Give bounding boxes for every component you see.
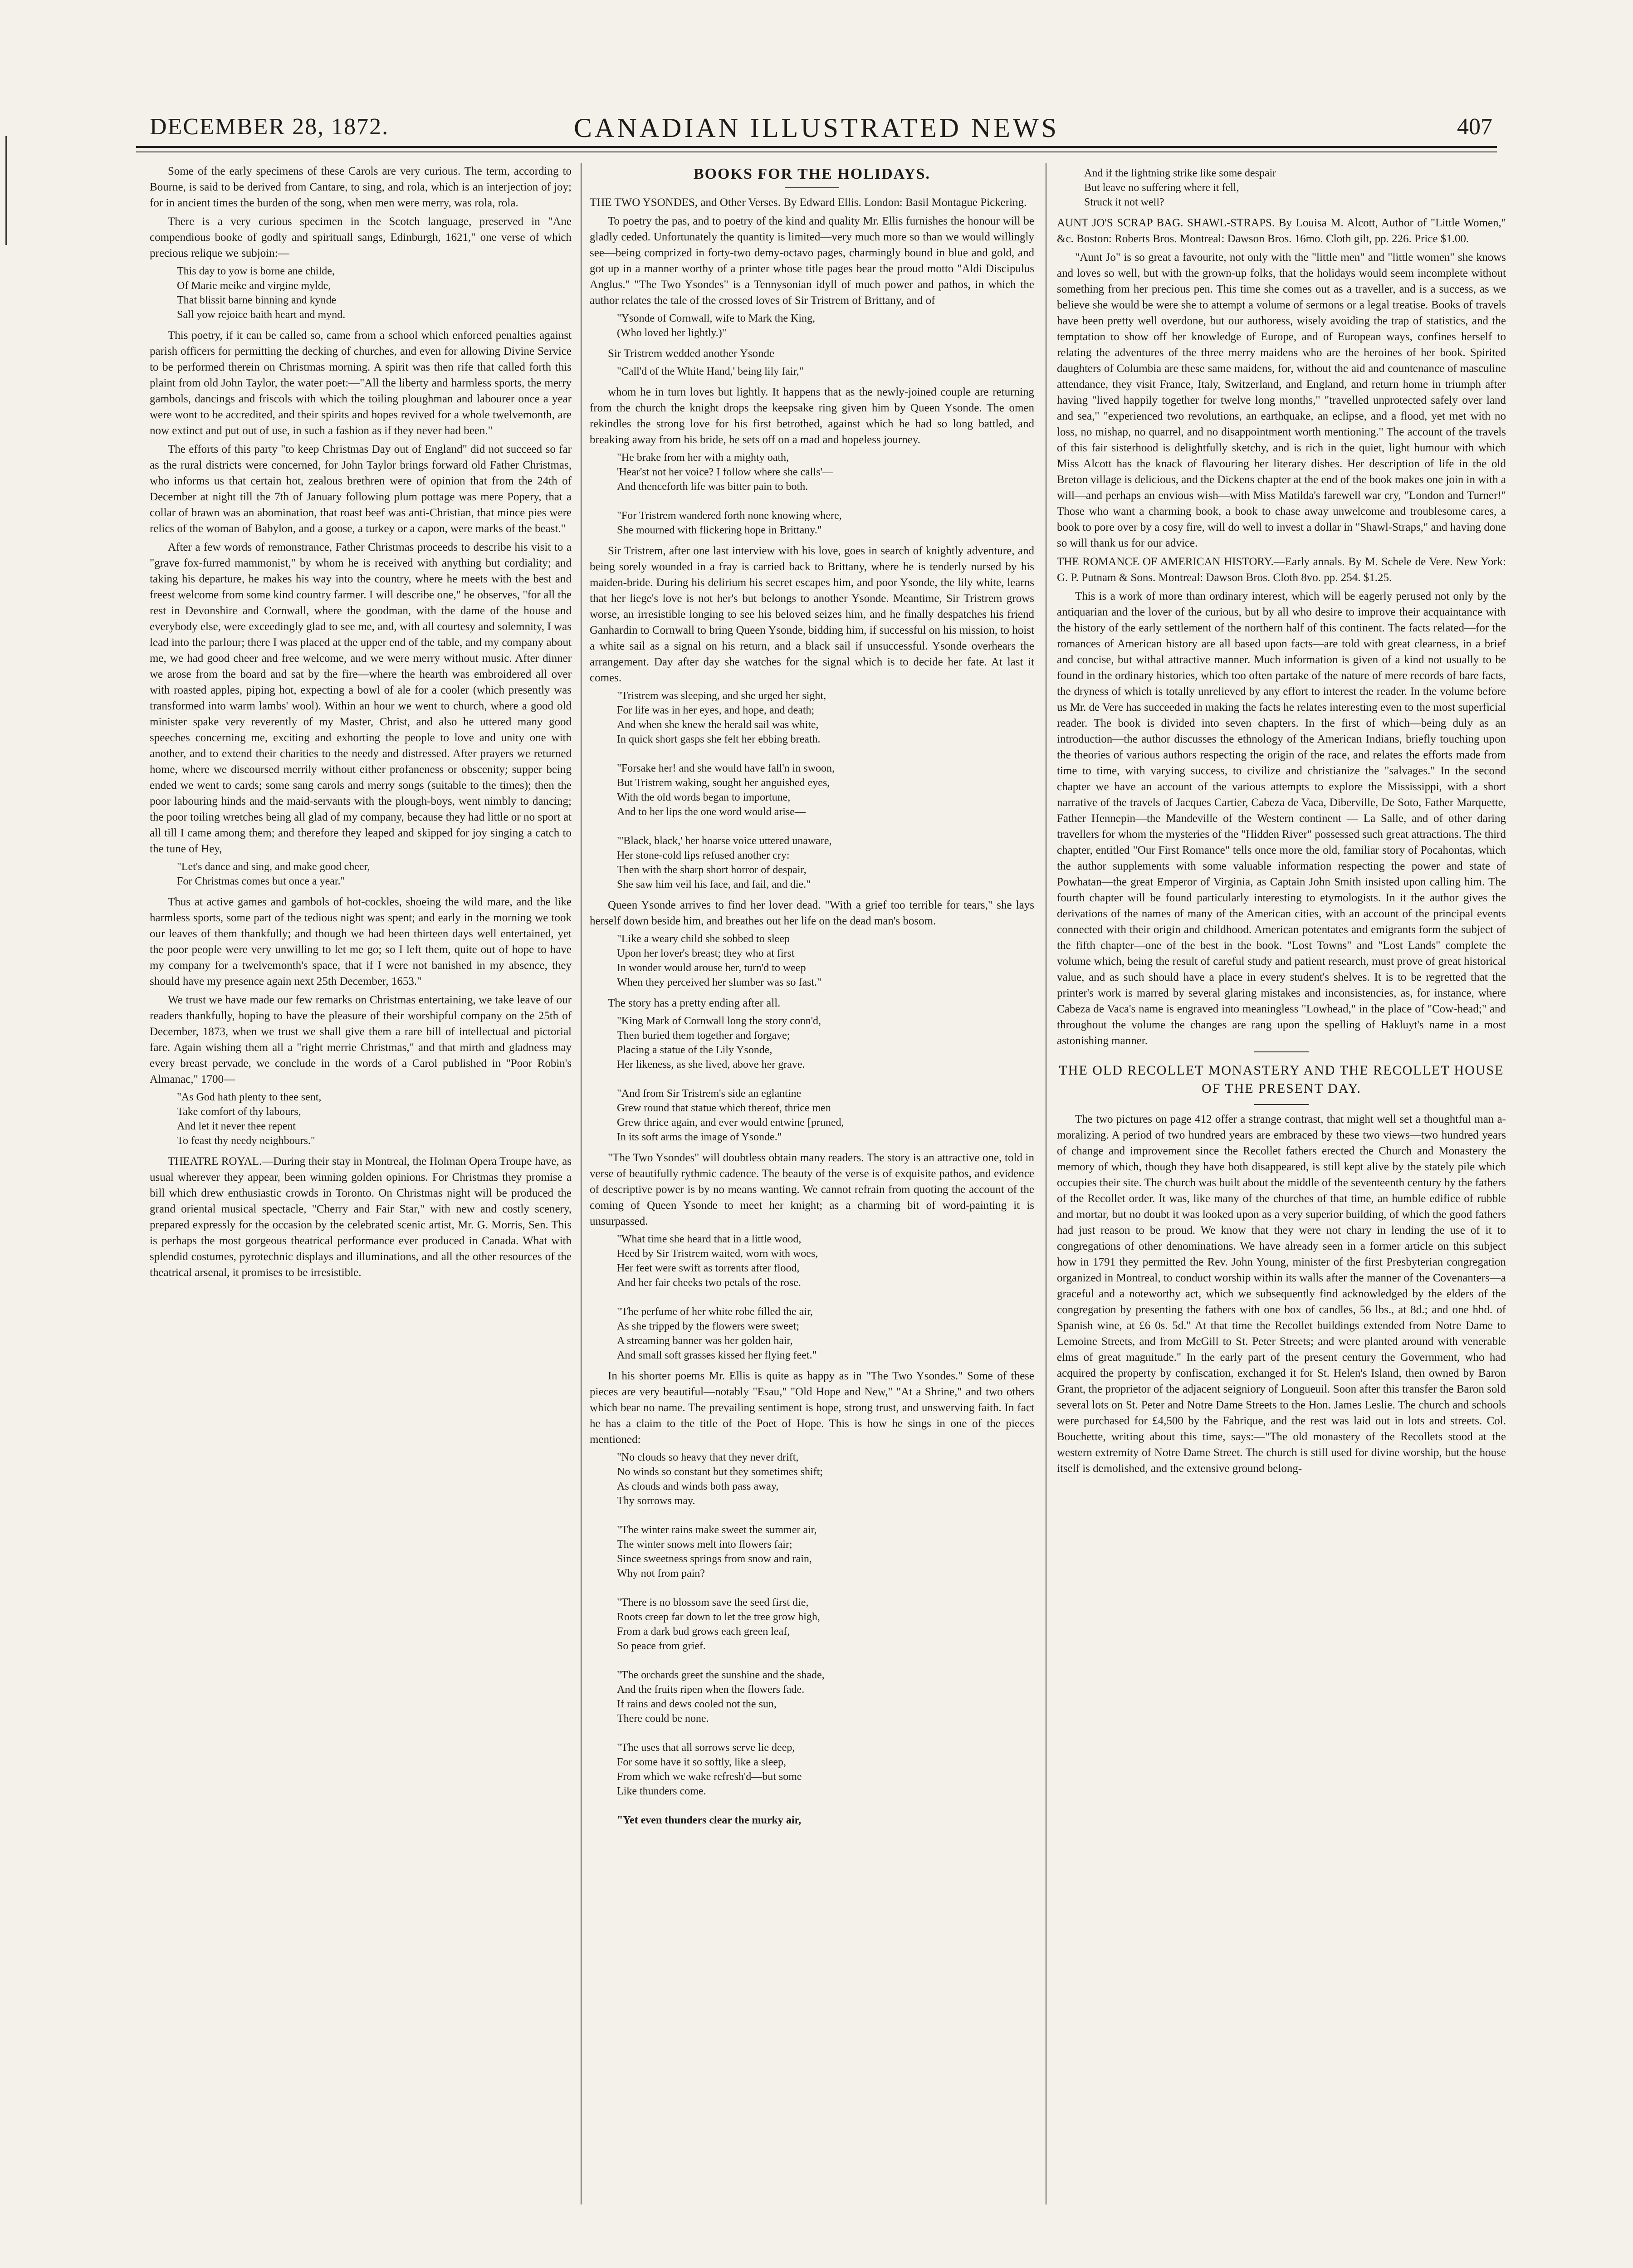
page-number: 407 (1457, 114, 1492, 140)
verse-line: And when she knew the herald sail was white, (617, 719, 819, 731)
verse-line: "'Black, black,' her hoarse voice uttered unaware, (617, 835, 832, 847)
verse-line: Since sweetness springs from snow and rain, (617, 1553, 812, 1565)
masthead: CANADIAN ILLUSTRATED NEWS (574, 113, 1059, 143)
paragraph: There is a very curious specimen in the Scotch language, preserved in "Ane compendious booke of godly and spirituall sangs, Edinburgh, 1621," one verse of which precious relique we subjoin:— (150, 215, 572, 259)
column-2 (590, 163, 1034, 2204)
verse-line: Her stone-cold lips refused another cry: (617, 850, 790, 861)
verse-line: "For Tristrem wandered forth none knowing where, (617, 510, 842, 522)
verse-line: Then buried them together and forgave; (617, 1030, 790, 1041)
paragraph: The two pictures on page 412 offer a strange contrast, that might well set a thoughtful man a-moralizing. A period of two hundred years are embraced by these two views—two hundred years of change and improvement since the Recollet fathers erected the Church and Monastery the memory of which, though they have both disappeared, is still kept alive by the stately pile which occupies their site. The church was built about the middle of the seventeenth century by the fathers of the Recollet order. It was, like many of the churches of that time, an humble edifice of rubble and mortar, but no doubt it was looked upon as a very superior building, of which the good fathers had just reason to be proud. We know that they were not chary in lending the use of it to congregations of other denominations. We have already seen in a former article on this subject how in 1791 they permitted the Rev. John Young, minister of the first Presbyterian congregation organized in Montreal, to conduct worship within its walls after the manner of the Covenanters—a graceful and a noteworthy act, which we subsequently find acknowledged by the elders of the congregation by presenting the fathers with one box of candles, 56 lbs., at 8d.; and one hhd. of Spanish wine, at £6 0s. 5d." At that time the Recollet buildings extended from Notre Dame to Lemoine Streets, and from McGill to St. Peter Streets; and were planted around with venerable elms of great magnitude." In the early part of the present century the Government, who had acquired the property by confiscation, exchanged it for St. Helen's Island, then owned by Baron Grant, the proprietor of the adjacent seigniory of Longueuil. Soon after this transfer the Baron sold several lots on St. Peter and Notre Dame Streets to the Hon. James Leslie. The church and schools were purchased for £4,500 by the Fabrique, and the rest was laid out in lots and streets. Col. Bouchette, writing about this time, says:—"The old monastery of the Recollets stood at the western extremity of Notre Dame Street. The church is still used for divine worship, but the house itself is demolished, and the extensive ground belong- (1057, 1113, 1506, 1475)
verse-line: This day to yow is borne ane childe, (177, 265, 335, 277)
verse-line: And let it never thee repent (177, 1120, 296, 1132)
verse-line: Struck it not well? (1084, 196, 1164, 208)
section-title: THE OLD RECOLLET MONASTERY AND THE RECOLLET HOUSE OF THE PRESENT DAY. (1059, 1063, 1504, 1096)
paragraph: Sir Tristrem wedded another Ysonde (608, 347, 775, 360)
verse-line: "Call'd of the White Hand,' being lily fair," (617, 366, 804, 377)
paragraph: Some of the early specimens of these Carols are very curious. The term, according to Bourne, is said to be derived from Cantare, to sing, and rola, which is an interjection of joy; for in ancient times the burden of the song, when men were merry, was rola, rola. (150, 165, 572, 209)
verse-line (617, 1726, 1034, 1740)
verse-line: "The uses that all sorrows serve lie deep, (617, 1742, 795, 1754)
verse-line: If rains and dews cooled not the sun, (617, 1698, 777, 1710)
verse-block (617, 1232, 1034, 1363)
verse-block (1084, 166, 1506, 210)
verse-line: Then with the sharp short horror of despair, (617, 864, 807, 876)
verse-line: "Like a weary child she sobbed to sleep (617, 933, 790, 945)
issue-date: DECEMBER 28, 1872. (150, 114, 389, 140)
verse-line: But Tristrem waking, sought her anguished eyes, (617, 777, 830, 789)
column-3 (1057, 163, 1506, 2204)
paragraph: "The Two Ysondes" will doubtless obtain many readers. The story is an attractive one, told in verse of beautifully rythmic cadence. The beauty of the verse is of exquisite pathos, and evidence of descriptive power is by no means wanting. We cannot refrain from quoting the account of the coming of Queen Ysonde to meet her knight; as a charming bit of word-painting it is unsurpassed. (590, 1152, 1034, 1227)
paragraph: After a few words of remonstrance, Father Christmas proceeds to describe his visit to a "grave fox-furred mammonist," by whom he is received with anything but cordiality; and taking his departure, he makes his way into the country, where he meets with the best and freest welcome from some kind country farmer. I will describe one," he observes, "for all the rest in Devonshire and Cornwall, where the goodman, with the dame of the house and everybody else, were exceedingly glad to see me, and, with all courtesy and solemnity, I was lead into the parlour; there I was placed at the upper end of the table, and my company about me, we had good cheer and free welcome, and we were merry without music. After dinner we arose from the board and sat by the fire—where the hearth was embroidered all over with roasted apples, piping hot, expecting a bowl of ale for a cooler (which presently was transformed into warm lambs' wool). Within an hour we went to church, where a good old minister spake very reverently of my Master, Christ, and also he uttered many good speeches concerning me, exciting and exhorting the people to love and unity one with another, and to extend their charities to the needy and distressed. After prayers we returned home, where we discoursed merrily without either profaneness or obscenity; supper being ended we went to cards; some sang carols and merry songs (suitable to the times); then the poor labouring hinds and the maid-servants with the plough-boys, went nimbly to dancing; the poor toiling wretches being all glad of my company, because they had little or no sport at all till I came among them; and therefore they leaped and skipped for joy singing a catch to the tune of Hey, (150, 541, 572, 855)
verse-line: In its soft arms the image of Ysonde." (617, 1131, 782, 1143)
verse-line (617, 1581, 1034, 1595)
title-rule (1254, 1104, 1309, 1105)
verse-line: Like thunders come. (617, 1785, 706, 1797)
verse-line: 'Hear'st not her voice? I follow where she calls'— (617, 466, 833, 478)
title-rule (785, 187, 839, 188)
verse-line: A streaming banner was her golden hair, (617, 1335, 793, 1347)
verse-block (617, 1450, 1034, 1828)
header-rule (136, 146, 1497, 148)
verse-line: "Let's dance and sing, and make good cheer, (177, 861, 370, 873)
verse-line: Heed by Sir Tristrem waited, worn with woes, (617, 1248, 818, 1260)
verse-block (177, 860, 572, 889)
verse-line: And small soft grasses kissed her flying feet." (617, 1349, 817, 1361)
verse-block (617, 932, 1034, 990)
verse-block (617, 364, 1034, 379)
verse-line (617, 1508, 1034, 1523)
verse-line: "No clouds so heavy that they never drift, (617, 1452, 799, 1463)
verse-line: Her feet were swift as torrents after flood, (617, 1262, 800, 1274)
verse-line (617, 1653, 1034, 1668)
verse-line: And thenceforth life was bitter pain to both. (617, 481, 808, 493)
column-1 (150, 163, 572, 2204)
verse-line: As she tripped by the flowers were sweet; (617, 1320, 799, 1332)
verse-line: "Tristrem was sleeping, and she urged her sight, (617, 690, 826, 702)
binding-margin-marks (5, 136, 13, 245)
verse-line: Why not from pain? (617, 1568, 705, 1579)
verse-line: "The perfume of her white robe filled the air, (617, 1306, 813, 1318)
verse-line: "The winter rains make sweet the summer air, (617, 1524, 817, 1536)
verse-block (177, 264, 572, 322)
verse-line: To feast thy needy neighbours." (177, 1135, 315, 1147)
verse-line: So peace from grief. (617, 1640, 706, 1652)
paragraph: The story has a pretty ending after all. (608, 997, 781, 1009)
section-rule (1254, 1051, 1309, 1052)
paragraph: This is a work of more than ordinary interest, which will be eagerly perused not only by the antiquarian and the lover of the curious, but by all who desire to improve their acquaintance with the history of the early settlement of the northern half of this continent. The facts related—for the romances of American history are all based upon facts—are told with great clearness, in a brief and concise, but withal attractive manner. Much information is given of a kind not usually to be found in the ordinary histories, which too often partake of the nature of mere records of bare facts, the dryness of which is totally unrelieved by any effort to interest the reader. In the volume before us Mr. de Vere has succeeded in making the facts he relates interesting even to the most superficial reader. The book is divided into seven chapters. In the first of which—being duly as an introduction—the author discusses the ethnology of the American Indians, briefly touching upon the theories of various authors respecting the origin of the race, and relates the efforts made from time to time, with varying success, to civilize and christianize the "salvages." In the second chapter we have an account of the various attempts to explore the Mississippi, with a short narrative of the travels of Jacques Cartier, Cabeza de Vaca, Diberville, De Soto, Father Marquette, Father Hennepin—the Mandeville of the Western continent — La Salle, and of other daring travellers for whom the mysteries of the "Hidden River" possessed such great attractions. The third chapter, entitled "Our First Romance" tells once more the old, familiar story of Pocahontas, which the author supplements with some valuable information respecting the power and state of Powhatan—the great Emperor of Virginia, as Captain John Smith insisted upon calling him. The fourth chapter will be found particularly interesting to etymologists. In it the author gives the derivations of the names of many of the American cities, with an account of the principal events connected with their origin and childhood. American potentates and emigrants form the subject of the fifth chapter—one of the best in the book. "Lost Towns" and "Lost Lands" complete the volume which, being the result of careful study and patient research, must prove of great historical value, and as such should have a place in every student's shelves. It is to be regretted that the printer's work is marred by several glaring mistakes and inconsistencies, as, for instance, where Cabeza de Vaca's name is engraved into meaningless "Lowhead," in the place of "Cow-head;" and throughout the volume the changes are rang upon the spelling of Hakluyt's name in a most astonishing manner. (1057, 590, 1506, 1047)
verse-line: Thy sorrows may. (617, 1495, 695, 1507)
verse-line: "What time she heard that in a little wood, (617, 1233, 802, 1245)
verse-line (617, 819, 1034, 834)
book-review-heading: THE ROMANCE OF AMERICAN HISTORY.—Early annals. By M. Schele de Vere. New York: G. P. Putnam & Sons. Montreal: Dawson Bros. Cloth 8vo. pp. 254. $1.25. (1057, 556, 1506, 584)
verse-line: Her likeness, as she lived, above her grave. (617, 1059, 805, 1070)
verse-block (617, 1014, 1034, 1144)
verse-line: She mourned with flickering hope in Brittany." (617, 524, 822, 536)
verse-line: Placing a statue of the Lily Ysonde, (617, 1044, 772, 1056)
verse-line: With the old words began to importune, (617, 792, 791, 803)
verse-line: And if the lightning strike like some despair (1084, 167, 1276, 179)
paragraph: Queen Ysonde arrives to find her lover dead. "With a grief too terrible for tears," she lays herself down beside him, and breathes out her life on the dead man's bosom. (590, 899, 1034, 927)
verse-line: In quick short gasps she felt her ebbing breath. (617, 733, 821, 745)
verse-line: Upon her lover's breast; they who at first (617, 948, 795, 959)
theatre-notice: THEATRE ROYAL.—During their stay in Montreal, the Holman Opera Troupe have, as usual wherever they appear, been winning golden opinions. For Christmas they promise a bill which drew enthusiastic crowds in Toronto. On Christmas night will be produced the grand oriental musical spectacle, "Cherry and Fair Star," with new and costly scenery, prepared expressly for the occasion by the celebrated scenic artist, Mr. G. Morris, Sen. This is perhaps the most gorgeous theatrical performance ever produced in Canada. What with splendid costumes, pyrotechnic displays and illuminations, and all the other resources of the theatrical arsenal, it promises to be irresistible. (150, 1155, 572, 1279)
paragraph: In his shorter poems Mr. Ellis is quite as happy as in "The Two Ysondes." Some of these pieces are very beautiful—notably "Esau," "Old Hope and New," "At a Shrine," and two others which bear no name. The prevailing sentiment is hope, strong trust, and unswerving faith. In fact he has a claim to the title of the Poet of Hope. This is how he sings in one of the pieces mentioned: (590, 1370, 1034, 1446)
verse-block (177, 1090, 572, 1148)
verse-line: "Yet even thunders clear the murky air, (617, 1814, 801, 1826)
verse-line: Roots creep far down to let the tree grow high, (617, 1611, 820, 1623)
verse-line: (Who loved her lightly.)" (617, 327, 727, 339)
verse-line: Grew thrice again, and ever would entwine [pruned, (617, 1117, 844, 1129)
verse-line: She saw him veil his face, and fail, and die." (617, 879, 811, 890)
paragraph: "Aunt Jo" is so great a favourite, not only with the "little men" and "little women" she knows and loves so well, but with the grown-up folks, that the holidays would seem incomplete without something from her precious pen. This time she comes out as a traveller, and is a success, as we believe she would be were she to attempt a volume of sermons or a legal treatise. Books of travels have been pretty well overdone, but our authoress, wisely avoiding the trap of statistics, and the temptation to show off her knowledge of Europe, and of European ways, confines herself to relating the adventures of the three merry maidens who are the heroines of her book. Spirited daughters of Columbia are these same maidens, for, without the aid and countenance of masculine attendance, they visit France, Italy, Switzerland, and England, and return home in triumph after having "lived happily together for twelve long months," "travelled unprotected safely over land and sea," "experienced two revolutions, an earthquake, an eclipse, and a flood, yet met with no loss, no mishap, no quarrel, and no disappointment worth mentioning." The account of the travels of this fair sisterhood is delightfully sketchy, and is rich in the quiet, light humour with which Miss Alcott has the knack of flavouring her literary dishes. Her description of life in the old Breton village is delicious, and the Dickens chapter at the end of the book makes one join in with a will—and perhaps an envious wish—with Miss Matilda's farewell war cry, "London and Turner!" Those who want a charming book, a book to chase away unwelcome and troublesome cares, a book to pore over by a cosy fire, will do well to invest a dollar in "Shawl-Straps," and having done so will thank us for our advice. (1057, 251, 1506, 549)
verse-block (617, 450, 1034, 538)
verse-line: As clouds and winds both pass away, (617, 1481, 779, 1492)
verse-line: For Christmas comes but once a year." (177, 875, 345, 887)
paragraph: We trust we have made our few remarks on Christmas entertaining, we take leave of our readers thankfully, hoping to have the pleasure of their worshipful company on the 25th of December, 1873, when we trust we shall give them a rare bill of intellectual and pictorial fare. Again wishing them all a "right merrie Christmas," and that mirth and gladness may every breast pervade, we conclude in the words of a Carol published in "Poor Robin's Almanac," 1700— (150, 994, 572, 1085)
paragraph: whom he in turn loves but lightly. It happens that as the newly-joined couple are returning from the church the knight drops the keepsake ring given him by Queen Ysonde. The omen rekindles the strong love for his first betrothed, against which he had so long battled, and breaking away from his bride, he sets off on a mad and hopeless journey. (590, 386, 1034, 446)
verse-block (617, 689, 1034, 892)
verse-line (617, 1290, 1034, 1305)
section-title: BOOKS FOR THE HOLIDAYS. (693, 166, 931, 182)
verse-line: For some have it so softly, like a sleep, (617, 1756, 787, 1768)
verse-line: "He brake from her with a mighty oath, (617, 452, 789, 464)
column-divider (581, 163, 582, 2204)
verse-line (617, 494, 1034, 508)
verse-line: "Ysonde of Cornwall, wife to Mark the King, (617, 313, 816, 324)
verse-line (617, 1072, 1034, 1086)
verse-line (617, 1799, 1034, 1813)
paragraph: To poetry the pas, and to poetry of the kind and quality Mr. Ellis furnishes the honour will be gladly ceded. Unfortunately the quantity is limited—very much more so than we would willingly see—being comprized in forty-two demy-octavo pages, charmingly bound in blue and gold, and got up in a manner worthy of a printer whose title pages bear the proud motto "Aldi Discipulus Anglus." "The Two Ysondes" is a Tennysonian idyll of much power and pathos, in which the author relates the tale of the crossed loves of Sir Tristrem of Brittany, and of (590, 215, 1034, 307)
verse-line: "There is no blossom save the seed first die, (617, 1597, 809, 1608)
paragraph: Sir Tristrem, after one last interview with his love, goes in search of knightly adventure, and being sorely wounded in a fray is carried back to Brittany, where he is tenderly nursed by his maiden-bride. During his delirium his secret escapes him, and poor Ysonde, the lily white, learns that her liege's love is not her's but belongs to another Ysonde. Meantime, Sir Tristrem grows worse, an irresistible longing to see his beloved seizes him, and he finally despatches his friend Ganhardin to Cornwall to bring Queen Ysonde, bidding him, if successful on his mission, to hoist a white sail as a signal on his return, and a black sail if unsuccessful. Ysonde overhears the arrangement. Day after day she watches for the signal which is to decide her fate. At last it comes. (590, 545, 1034, 684)
verse-line: In wonder would arouse her, turn'd to weep (617, 962, 806, 974)
verse-line: That blissit barne binning and kynde (177, 294, 337, 306)
verse-line: Take comfort of thy labours, (177, 1106, 301, 1118)
verse-line: Of Marie meike and virgine mylde, (177, 280, 331, 292)
verse-line: "And from Sir Tristrem's side an eglantine (617, 1088, 802, 1100)
verse-line: Grew round that statue which thereof, thrice men (617, 1102, 831, 1114)
verse-block (617, 311, 1034, 340)
paragraph: The efforts of this party "to keep Christmas Day out of England" did not succeed so far as the rural districts were concerned, for John Taylor brings forward old Father Christmas, who informs us that certain hot, zealous brethren were of opinion that from the 24th of December at night till the 7th of January following plum pottage was mere Popery, that a collar of brawn was an abomination, that roast beef was anti-Christian, that mince pies were relics of the woman of Babylon, and a goose, a turkey or a capon, were marks of the beast." (150, 443, 572, 535)
verse-line: "King Mark of Cornwall long the story conn'd, (617, 1015, 821, 1027)
verse-line: For life was in her eyes, and hope, and death; (617, 704, 815, 716)
verse-line: No winds so constant but they sometimes shift; (617, 1466, 823, 1478)
verse-line: "The orchards greet the sunshine and the shade, (617, 1669, 825, 1681)
verse-line: There could be none. (617, 1713, 709, 1725)
verse-line: "Forsake her! and she would have fall'n in swoon, (617, 763, 835, 774)
verse-line: From a dark bud grows each green leaf, (617, 1626, 790, 1637)
verse-line: From which we wake refresh'd—but some (617, 1771, 802, 1783)
verse-line: And her fair cheeks two petals of the rose. (617, 1277, 801, 1289)
verse-line: When they perceived her slumber was so fast." (617, 977, 821, 988)
book-review-heading: THE TWO YSONDES, and Other Verses. By Edward Ellis. London: Basil Montague Pickering. (590, 196, 1027, 209)
book-review-heading: AUNT JO'S SCRAP BAG. SHAWL-STRAPS. By Louisa M. Alcott, Author of "Little Women," &c. Boston: Roberts Bros. Montreal: Dawson Bros. 16mo. Cloth gilt, pp. 226. Price $1.00. (1057, 217, 1506, 245)
verse-line (617, 747, 1034, 761)
paragraph: Thus at active games and gambols of hot-cockles, shoeing the wild mare, and the like harmless sports, some part of the tedious night was spent; and early in the morning we took our leaves of them thankfully; and though we had been thirteen days well entertained, yet the poor people were very unwilling to let me go; so I left them, quite out of hope to have my company for a twelvemonth's space, that if I were not banished in my absence, they should have my presence again next 25th December, 1653." (150, 896, 572, 987)
verse-line: But leave no suffering where it fell, (1084, 182, 1239, 194)
verse-line: The winter snows melt into flowers fair; (617, 1539, 792, 1550)
paragraph: This poetry, if it can be called so, came from a school which enforced penalties against parish officers for permitting the decking of churches, and even for allowing Divine Service to be performed therein on Christmas morning. A spirit was then rife that called forth this plaint from old John Taylor, the water poet:—"All the liberty and harmless sports, the merry gambols, dancings and friscols with which the toiling ploughman and labourer once a year were wont to be accredited, and their spirits and hopes revived for a whole twelvemonth, are now extinct and put out of use, in such a fashion as if they never had been." (150, 329, 572, 437)
verse-line: And to her lips the one word would arise— (617, 806, 806, 818)
verse-line: And the fruits ripen when the flowers fade. (617, 1684, 805, 1696)
verse-line: "As God hath plenty to thee sent, (177, 1091, 322, 1103)
verse-line: Sall yow rejoice baith heart and mynd. (177, 309, 346, 321)
